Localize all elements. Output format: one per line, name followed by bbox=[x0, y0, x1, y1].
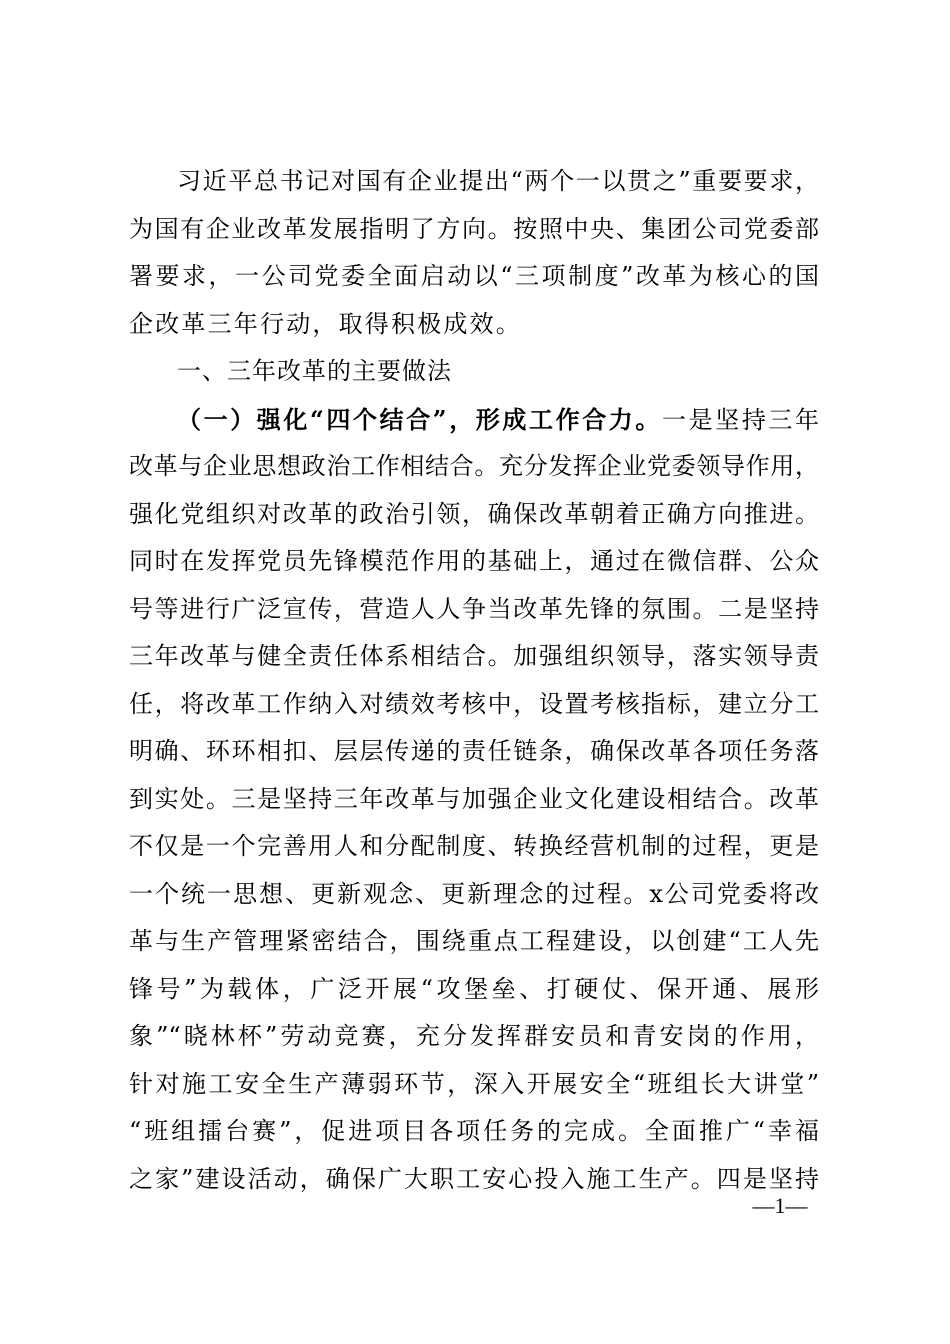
body-line-14: 象”“晓林杯”劳动竞赛，充分发挥群安员和青安岗的作用， bbox=[129, 1022, 819, 1050]
body-line-17: 之家”建设活动，确保广大职工安心投入施工生产。四是坚持 bbox=[129, 1164, 819, 1193]
body-line-3: 强化党组织对改革的政治引领，确保改革朝着正确方向推进。 bbox=[129, 499, 819, 528]
body-line-13: 锋号”为载体，广泛开展“攻堡垒、打硬仗、保开通、展形 bbox=[129, 974, 819, 1003]
body-line-11: 一个统一思想、更新观念、更新理念的过程。x公司党委将改 bbox=[129, 879, 819, 908]
body-line-1-rest: 一是坚持三年 bbox=[662, 405, 820, 434]
intro-line-2: 为国有企业改革发展指明了方向。按照中央、集团公司党委部 bbox=[129, 214, 819, 243]
intro-line-3: 署要求，一公司党委全面启动以“三项制度”改革为核心的国 bbox=[129, 262, 819, 290]
body-line-1 bbox=[129, 396, 819, 444]
body-line-6: 三年改革与健全责任体系相结合。加强组织领导，落实领导责 bbox=[129, 642, 819, 670]
intro-paragraph bbox=[129, 158, 819, 348]
body-line-9: 到实处。三是坚持三年改革与加强企业文化建设相结合。改革 bbox=[129, 784, 819, 813]
intro-line-4: 企改革三年行动，取得积极成效。 bbox=[129, 309, 522, 338]
body-line-16: “班组擂台赛”，促进项目各项任务的完成。全面推广“幸福 bbox=[129, 1117, 819, 1145]
body-line-8: 明确、环环相扣、层层传递的责任链条，确保改革各项任务落 bbox=[129, 737, 819, 765]
intro-line-1: 习近平总书记对国有企业提出“两个一以贯之”重要要求， bbox=[177, 167, 819, 195]
page-number: —1— bbox=[752, 1193, 808, 1218]
document-body bbox=[129, 158, 819, 1203]
body-line-4: 同时在发挥党员先锋模范作用的基础上，通过在微信群、公众 bbox=[129, 547, 819, 575]
body-line-10: 不仅是一个完善用人和分配制度、转换经营机制的过程，更是 bbox=[129, 832, 819, 860]
body-line-7: 任，将改革工作纳入对绩效考核中，设置考核指标，建立分工 bbox=[129, 689, 819, 718]
body-paragraph-1 bbox=[129, 396, 819, 1204]
body-line-15: 针对施工安全生产薄弱环节，深入开展安全“班组长大讲堂” bbox=[129, 1069, 819, 1098]
body-line-2: 改革与企业思想政治工作相结合。充分发挥企业党委领导作用， bbox=[129, 452, 819, 480]
section-heading-1: 一、三年改革的主要做法 bbox=[177, 357, 452, 385]
body-line-5: 号等进行广泛宣传，营造人人争当改革先锋的氛围。二是坚持 bbox=[129, 594, 819, 623]
body-line-12: 革与生产管理紧密结合，围绕重点工程建设，以创建“工人先 bbox=[129, 927, 819, 955]
subsection-heading: （一）强化“四个结合”，形成工作合力。 bbox=[177, 404, 663, 434]
